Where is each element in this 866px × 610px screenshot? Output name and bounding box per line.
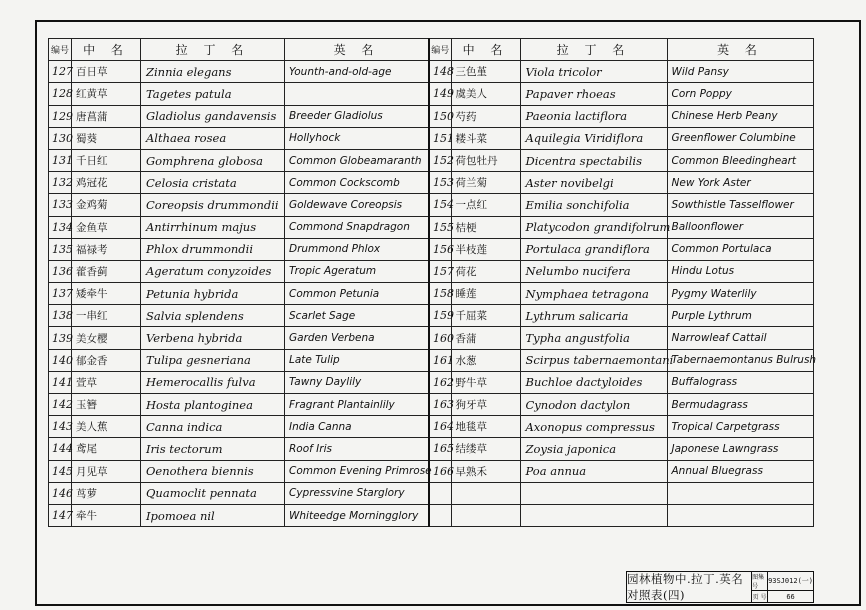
row-english-name: Roof Iris: [285, 438, 429, 460]
row-english-name: Hollyhock: [285, 127, 429, 149]
row-chinese-name: 一点红: [451, 194, 520, 216]
row-english-name: Corn Poppy: [667, 83, 813, 105]
row-english-name: Sowthistle Tasselflower: [667, 194, 813, 216]
row-chinese-name: 蜀葵: [72, 127, 141, 149]
row-latin-name: Zoysia japonica: [520, 438, 667, 460]
row-chinese-name: 荷兰菊: [451, 172, 520, 194]
row-english-name: Japonese Lawngrass: [667, 438, 813, 460]
table-row: [49, 61, 429, 83]
row-english-name: Purple Lythrum: [667, 305, 813, 327]
row-number: 147: [49, 504, 72, 526]
header-english-name: 英 名: [667, 39, 813, 61]
row-chinese-name: 美人蕉: [72, 416, 141, 438]
table-row: [49, 371, 429, 393]
row-number: 145: [49, 460, 72, 482]
row-latin-name: Althaea rosea: [141, 127, 285, 149]
row-english-name: Wild Pansy: [667, 61, 813, 83]
row-number: 162: [429, 371, 451, 393]
row-number: 132: [49, 172, 72, 194]
table-row: [429, 283, 813, 305]
row-chinese-name: 千日红: [72, 149, 141, 171]
row-latin-name: Tulipa gesneriana: [141, 349, 285, 371]
row-chinese-name: 鸡冠花: [72, 172, 141, 194]
table-row: [49, 149, 429, 171]
table-row: [49, 283, 429, 305]
row-number: 160: [429, 327, 451, 349]
row-latin-name: Celosia cristata: [141, 172, 285, 194]
row-english-name: Fragrant Plantainlily: [285, 394, 429, 416]
row-english-name: Scarlet Sage: [285, 305, 429, 327]
table-row: [429, 438, 813, 460]
empty-cell: [667, 482, 813, 504]
drawing-title: 园林植物中.拉丁.英名对照表(四): [627, 572, 752, 602]
row-chinese-name: 玉簪: [72, 394, 141, 416]
row-chinese-name: 月见草: [72, 460, 141, 482]
row-chinese-name: 半枝莲: [451, 238, 520, 260]
row-chinese-name: 鸢尾: [72, 438, 141, 460]
row-english-name: Late Tulip: [285, 349, 429, 371]
row-number: 133: [49, 194, 72, 216]
row-english-name: [285, 83, 429, 105]
row-chinese-name: 牵牛: [72, 504, 141, 526]
row-number: 165: [429, 438, 451, 460]
row-latin-name: Portulaca grandiflora: [520, 238, 667, 260]
header-chinese-name: 中 名: [451, 39, 520, 61]
row-latin-name: Aster novibelgi: [520, 172, 667, 194]
table-row: [429, 460, 813, 482]
row-number: 129: [49, 105, 72, 127]
table-row: [429, 349, 813, 371]
row-english-name: Annual Bluegrass: [667, 460, 813, 482]
row-latin-name: Ipomoea nil: [141, 504, 285, 526]
row-chinese-name: 野牛草: [451, 371, 520, 393]
empty-cell: [429, 504, 451, 526]
row-number: 149: [429, 83, 451, 105]
row-number: 140: [49, 349, 72, 371]
row-number: 157: [429, 260, 451, 282]
row-chinese-name: 水葱: [451, 349, 520, 371]
page-no-label: 页 号: [752, 591, 768, 602]
row-english-name: Tropic Ageratum: [285, 260, 429, 282]
page-no-value: 66: [786, 592, 795, 601]
row-chinese-name: 狗牙草: [451, 394, 520, 416]
header-english-name: 英 名: [285, 39, 429, 61]
table-row: [49, 194, 429, 216]
table-row: [429, 327, 813, 349]
row-number: 137: [49, 283, 72, 305]
row-latin-name: Scirpus tabernaemontani: [520, 349, 667, 371]
table-row: [49, 83, 429, 105]
title-block-grid: [752, 572, 813, 602]
table-row: [429, 172, 813, 194]
row-chinese-name: 荷包牡丹: [451, 149, 520, 171]
row-english-name: Common Bleedingheart: [667, 149, 813, 171]
row-english-name: New York Aster: [667, 172, 813, 194]
row-english-name: Common Portulaca: [667, 238, 813, 260]
row-latin-name: Paeonia lactiflora: [520, 105, 667, 127]
header-latin-name: 拉 丁 名: [520, 39, 667, 61]
table-row: [49, 216, 429, 238]
row-chinese-name: 红黄草: [72, 83, 141, 105]
row-number: 156: [429, 238, 451, 260]
row-latin-name: Aquilegia Viridiflora: [520, 127, 667, 149]
row-english-name: Tropical Carpetgrass: [667, 416, 813, 438]
row-latin-name: Papaver rhoeas: [520, 83, 667, 105]
row-number: 127: [49, 61, 72, 83]
table-header-row: [49, 39, 429, 61]
table-row: [429, 83, 813, 105]
row-chinese-name: 藿香蓟: [72, 260, 141, 282]
row-latin-name: Verbena hybrida: [141, 327, 285, 349]
row-number: 159: [429, 305, 451, 327]
row-number: 161: [429, 349, 451, 371]
row-latin-name: Oenothera biennis: [141, 460, 285, 482]
row-english-name: Hindu Lotus: [667, 260, 813, 282]
table-row: [49, 327, 429, 349]
row-number: 142: [49, 394, 72, 416]
row-chinese-name: 香蒲: [451, 327, 520, 349]
title-block: [626, 571, 814, 603]
atlas-no-label: 图集号: [752, 572, 768, 591]
row-chinese-name: 郁金香: [72, 349, 141, 371]
row-english-name: Garden Verbena: [285, 327, 429, 349]
empty-cell: [667, 504, 813, 526]
empty-cell: [451, 482, 520, 504]
table-row: [49, 460, 429, 482]
row-chinese-name: 芍药: [451, 105, 520, 127]
table-row: [429, 305, 813, 327]
row-english-name: Greenflower Columbine: [667, 127, 813, 149]
table-row: [429, 216, 813, 238]
row-english-name: Tabernaemontanus Bulrush: [667, 349, 813, 371]
table-row: [49, 504, 429, 526]
row-chinese-name: 金鱼草: [72, 216, 141, 238]
table-row: [49, 482, 429, 504]
table-row: [429, 416, 813, 438]
row-number: 163: [429, 394, 451, 416]
row-latin-name: Zinnia elegans: [141, 61, 285, 83]
table-row: [49, 105, 429, 127]
table-row: [429, 371, 813, 393]
table-row: [429, 238, 813, 260]
row-latin-name: Axonopus compressus: [520, 416, 667, 438]
table-row: [49, 394, 429, 416]
row-latin-name: Phlox drummondii: [141, 238, 285, 260]
table-row: [49, 127, 429, 149]
table-row: [429, 394, 813, 416]
row-latin-name: Nelumbo nucifera: [520, 260, 667, 282]
table-row: [429, 260, 813, 282]
row-latin-name: Petunia hybrida: [141, 283, 285, 305]
row-english-name: Bermudagrass: [667, 394, 813, 416]
row-latin-name: Salvia splendens: [141, 305, 285, 327]
row-latin-name: Quamoclit pennata: [141, 482, 285, 504]
table-row: [429, 504, 813, 526]
row-latin-name: Typha angustfolia: [520, 327, 667, 349]
row-number: 128: [49, 83, 72, 105]
row-latin-name: Emilia sonchifolia: [520, 194, 667, 216]
row-number: 134: [49, 216, 72, 238]
row-english-name: Tawny Daylily: [285, 371, 429, 393]
table-row: [49, 260, 429, 282]
row-chinese-name: 早熟禾: [451, 460, 520, 482]
row-number: 136: [49, 260, 72, 282]
row-chinese-name: 唐菖蒲: [72, 105, 141, 127]
header-latin-name: 拉 丁 名: [141, 39, 285, 61]
header-no: 编号: [49, 39, 72, 61]
row-chinese-name: 金鸡菊: [72, 194, 141, 216]
row-english-name: India Canna: [285, 416, 429, 438]
row-latin-name: Gomphrena globosa: [141, 149, 285, 171]
row-chinese-name: 虞美人: [451, 83, 520, 105]
row-latin-name: Hemerocallis fulva: [141, 371, 285, 393]
row-chinese-name: 荷花: [451, 260, 520, 282]
row-chinese-name: 睡莲: [451, 283, 520, 305]
row-english-name: Cypressvine Starglory: [285, 482, 429, 504]
row-number: 146: [49, 482, 72, 504]
row-latin-name: Tagetes patula: [141, 83, 285, 105]
row-chinese-name: 千屈菜: [451, 305, 520, 327]
row-english-name: Buffalograss: [667, 371, 813, 393]
empty-cell: [520, 482, 667, 504]
plant-table-left: [48, 38, 432, 527]
row-chinese-name: 福禄考: [72, 238, 141, 260]
row-latin-name: Canna indica: [141, 416, 285, 438]
row-english-name: Commond Snapdragon: [285, 216, 429, 238]
header-chinese-name: 中 名: [72, 39, 141, 61]
table-row: [429, 482, 813, 504]
row-number: 155: [429, 216, 451, 238]
row-number: 135: [49, 238, 72, 260]
row-latin-name: Nymphaea tetragona: [520, 283, 667, 305]
table-row: [429, 149, 813, 171]
row-number: 148: [429, 61, 451, 83]
row-latin-name: Gladiolus gandavensis: [141, 105, 285, 127]
row-english-name: Younth-and-old-age: [285, 61, 429, 83]
table-header-row: [429, 39, 813, 61]
row-english-name: Common Evening Primrose: [285, 460, 429, 482]
row-chinese-name: 桔梗: [451, 216, 520, 238]
row-number: 151: [429, 127, 451, 149]
table-row: [49, 349, 429, 371]
row-number: 152: [429, 149, 451, 171]
row-number: 130: [49, 127, 72, 149]
row-latin-name: Iris tectorum: [141, 438, 285, 460]
empty-cell: [520, 504, 667, 526]
header-no: 编号: [429, 39, 451, 61]
row-number: 158: [429, 283, 451, 305]
table-row: [49, 305, 429, 327]
row-latin-name: Ageratum conyzoides: [141, 260, 285, 282]
row-number: 143: [49, 416, 72, 438]
row-latin-name: Buchloe dactyloides: [520, 371, 667, 393]
empty-cell: [451, 504, 520, 526]
row-chinese-name: 矮牵牛: [72, 283, 141, 305]
row-english-name: Whiteedge Morningglory: [285, 504, 429, 526]
row-english-name: Common Cockscomb: [285, 172, 429, 194]
row-number: 154: [429, 194, 451, 216]
row-english-name: Chinese Herb Peany: [667, 105, 813, 127]
row-latin-name: Viola tricolor: [520, 61, 667, 83]
row-chinese-name: 一串红: [72, 305, 141, 327]
row-english-name: Breeder Gladiolus: [285, 105, 429, 127]
table-row: [429, 61, 813, 83]
table-row: [429, 127, 813, 149]
row-number: 138: [49, 305, 72, 327]
row-number: 144: [49, 438, 72, 460]
row-number: 141: [49, 371, 72, 393]
row-english-name: Balloonflower: [667, 216, 813, 238]
plant-table-right: [428, 38, 817, 527]
row-latin-name: Lythrum salicaria: [520, 305, 667, 327]
row-english-name: Pygmy Waterlily: [667, 283, 813, 305]
row-english-name: Common Petunia: [285, 283, 429, 305]
table-row: [429, 194, 813, 216]
row-english-name: Narrowleaf Cattail: [667, 327, 813, 349]
table-row: [429, 105, 813, 127]
row-chinese-name: 萱草: [72, 371, 141, 393]
row-latin-name: Dicentra spectabilis: [520, 149, 667, 171]
row-chinese-name: 美女樱: [72, 327, 141, 349]
row-number: 166: [429, 460, 451, 482]
table-row: [49, 238, 429, 260]
row-english-name: Common Globeamaranth: [285, 149, 429, 171]
atlas-no-value: 93SJ012(一): [768, 572, 813, 591]
table-row: [49, 416, 429, 438]
table-row: [49, 438, 429, 460]
row-number: 153: [429, 172, 451, 194]
row-latin-name: Poa annua: [520, 460, 667, 482]
row-english-name: Drummond Phlox: [285, 238, 429, 260]
row-number: 139: [49, 327, 72, 349]
row-chinese-name: 三色堇: [451, 61, 520, 83]
row-number: 131: [49, 149, 72, 171]
row-number: 164: [429, 416, 451, 438]
row-latin-name: Coreopsis drummondii: [141, 194, 285, 216]
row-english-name: Goldewave Coreopsis: [285, 194, 429, 216]
row-chinese-name: 茑萝: [72, 482, 141, 504]
empty-cell: [429, 482, 451, 504]
row-latin-name: Cynodon dactylon: [520, 394, 667, 416]
row-number: 150: [429, 105, 451, 127]
row-latin-name: Antirrhinum majus: [141, 216, 285, 238]
row-chinese-name: 结缕草: [451, 438, 520, 460]
row-chinese-name: 百日草: [72, 61, 141, 83]
table-row: [49, 172, 429, 194]
row-latin-name: Hosta plantoginea: [141, 394, 285, 416]
row-latin-name: Platycodon grandifolrum: [520, 216, 667, 238]
row-chinese-name: 耧斗菜: [451, 127, 520, 149]
row-chinese-name: 地毯草: [451, 416, 520, 438]
